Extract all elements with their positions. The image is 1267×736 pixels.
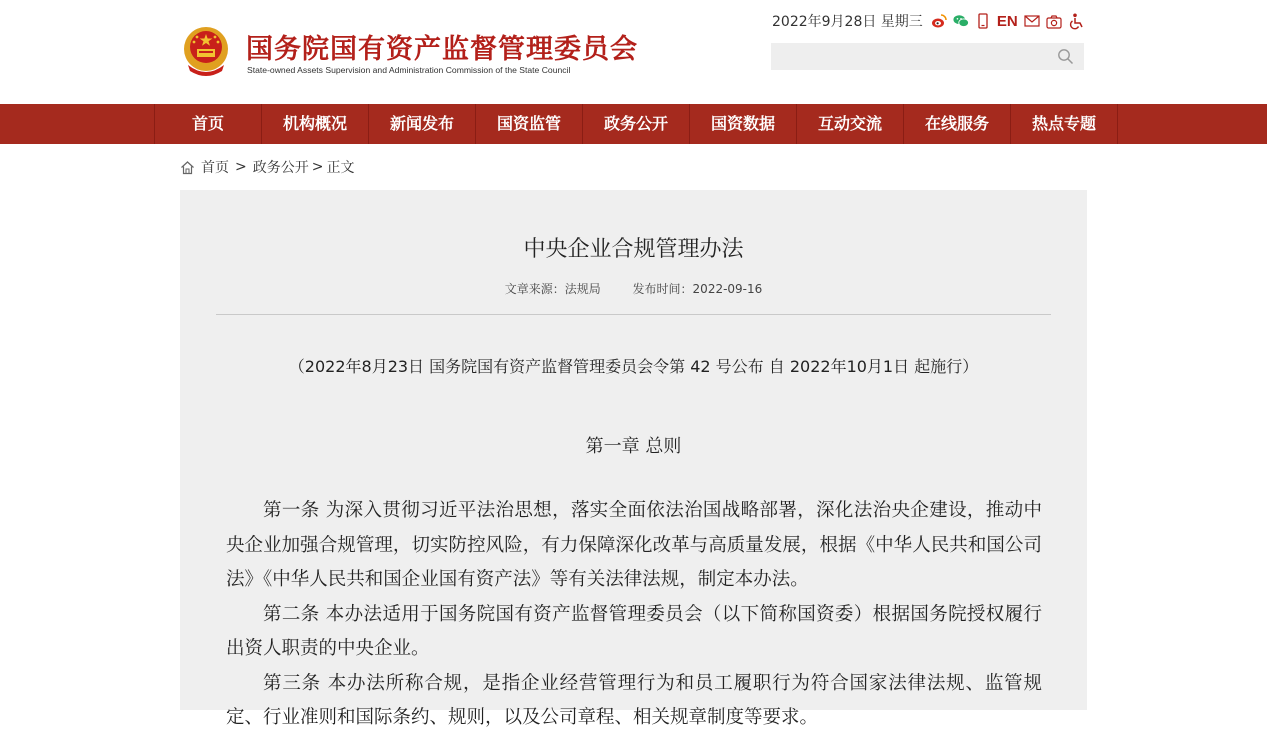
article-body: [226, 494, 1042, 736]
article-date: 发布时间：2022-09-16: [632, 282, 763, 296]
nav-item-topics[interactable]: 热点专题: [1011, 104, 1118, 144]
breadcrumb-current: 正文: [326, 160, 355, 176]
weibo-icon[interactable]: [931, 13, 947, 29]
nav-item-online-service[interactable]: 在线服务: [904, 104, 1011, 144]
site-title[interactable]: 国务院国有资产监督管理委员会: [246, 34, 638, 65]
search-input[interactable]: [771, 43, 1051, 70]
search-icon[interactable]: [1057, 48, 1074, 65]
site-header: [0, 0, 1267, 104]
divider: [216, 314, 1051, 315]
search-box: [771, 43, 1084, 70]
wechat-icon[interactable]: [953, 13, 969, 29]
english-link[interactable]: EN: [996, 12, 1018, 30]
utility-bar: [772, 10, 1084, 32]
nav-item-organization[interactable]: 机构概况: [262, 104, 369, 144]
article-source: 文章来源：法规局: [504, 282, 601, 296]
article-meta: [180, 280, 1087, 297]
camera-icon[interactable]: [1046, 13, 1062, 29]
article-panel: [180, 190, 1087, 728]
nav-item-supervision[interactable]: 国资监管: [476, 104, 583, 144]
main-nav: [0, 104, 1267, 144]
breadcrumb-separator: >: [235, 159, 247, 175]
promulgation-note: （2022年8月23日 国务院国有资产监督管理委员会令第 42 号公布 自 2022年10月1日 起施行）: [288, 357, 979, 376]
article-title: 中央企业合规管理办法: [523, 237, 744, 262]
national-emblem-icon[interactable]: [182, 25, 230, 77]
nav-item-government-affairs[interactable]: 政务公开: [583, 104, 690, 144]
site-title-en: State-owned Assets Supervision and Administration Commission of the State Council: [247, 65, 571, 75]
mobile-icon[interactable]: [975, 13, 991, 29]
breadcrumb-section[interactable]: 政务公开: [252, 160, 309, 176]
chapter-heading: 第一章 总则: [585, 436, 682, 457]
article-paragraph: 第二条 本办法适用于国务院国有资产监督管理委员会（以下简称国资委）根据国务院授权履行出资人职责的中央企业。: [226, 603, 1042, 659]
accessibility-icon[interactable]: [1068, 13, 1084, 29]
breadcrumb-separator: >: [311, 159, 324, 175]
mail-icon[interactable]: [1024, 13, 1040, 29]
home-icon: [180, 160, 195, 175]
nav-item-home[interactable]: 首页: [155, 104, 262, 144]
current-date: 2022年9月28日 星期三: [772, 14, 923, 30]
breadcrumb-home[interactable]: 首页: [201, 160, 229, 176]
article-paragraph: 第一条 为深入贯彻习近平法治思想，落实全面依法治国战略部署，深化法治央企建设，推动中央企业加强合规管理，切实防控风险，有力保障深化改革与高质量发展，根据《中华人民共和国公司法》《中华人民共和国企业国有资产法》等有关法律法规，制定本办法。: [226, 500, 1042, 590]
nav-item-interaction[interactable]: 互动交流: [797, 104, 904, 144]
breadcrumb: [180, 157, 354, 177]
nav-item-data[interactable]: 国资数据: [690, 104, 797, 144]
nav-item-news[interactable]: 新闻发布: [369, 104, 476, 144]
article-paragraph: 第三条 本办法所称合规，是指企业经营管理行为和员工履职行为符合国家法律法规、监管规定、行业准则和国际条约、规则，以及公司章程、相关规章制度等要求。: [226, 672, 1042, 728]
